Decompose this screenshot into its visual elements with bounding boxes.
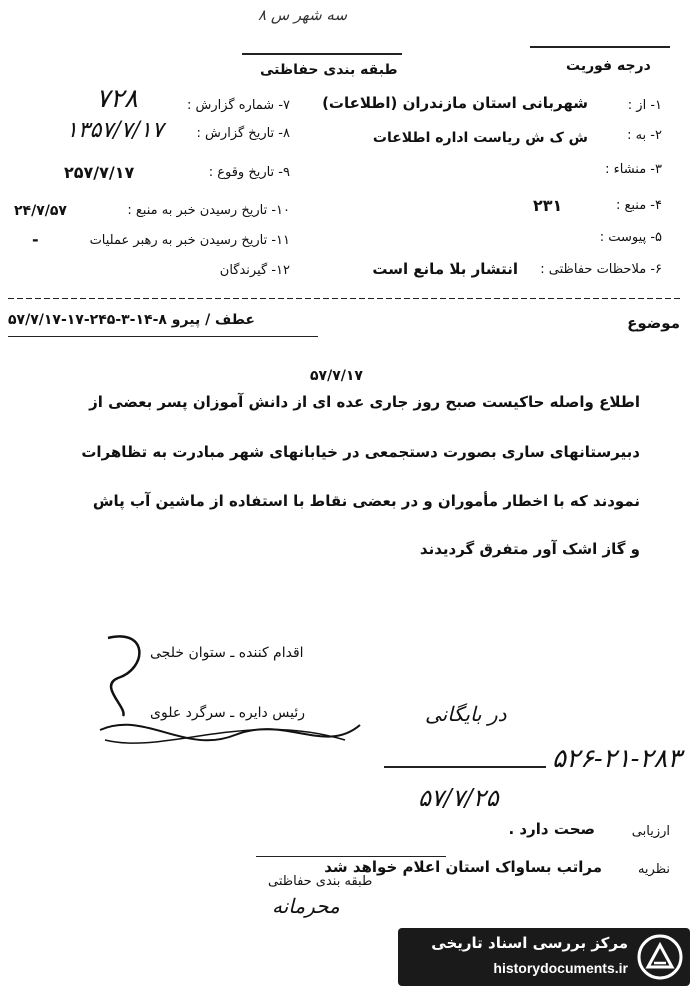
watermark-url: historydocuments.ir xyxy=(493,960,628,976)
report-date-value: ۱۳۵۷/۷/۱۷ xyxy=(66,118,164,143)
urgency-label: درجه فوریت xyxy=(566,58,651,74)
leader-received-date-value: - xyxy=(32,230,39,249)
field-from-label: ۱- از : xyxy=(627,98,662,113)
body-line-4: و گاز اشک آور متفرق گردیدند xyxy=(419,540,640,558)
evaluation-label: ارزیابی xyxy=(631,824,670,839)
body-date: ۵۷/۷/۱۷ xyxy=(310,368,363,384)
top-stamp: سه شهر س ۸ xyxy=(258,6,348,24)
field-label: ۷- شماره گزارش : xyxy=(186,98,290,113)
field-to-value: ش ک ش ریاست اداره اطلاعات xyxy=(372,130,588,146)
field-label: ۸- تاریخ گزارش : xyxy=(196,126,290,141)
footer-rule xyxy=(256,856,446,857)
chief: رئیس دایره ـ سرگرد علوی xyxy=(150,705,305,721)
field-leader-received-date xyxy=(90,233,290,248)
field-source-label: ۴- منبع : xyxy=(615,198,662,213)
field-security-notes-value: انتشار بلا مانع است xyxy=(372,260,518,278)
field-to-label: ۲- به : xyxy=(627,128,662,143)
field-label: ۱۲- گیرندگان xyxy=(219,263,290,278)
classification-label: طبقه بندی حفاظتی xyxy=(260,62,398,78)
header-rule-left xyxy=(242,53,402,55)
field-from-value: شهربانی استان مازندران (اطلاعات) xyxy=(322,94,588,112)
field-source-value: ۲۳۱ xyxy=(533,196,563,215)
field-report-date xyxy=(197,126,290,141)
field-report-number xyxy=(187,98,290,113)
source-received-date-value: ۲۴/۷/۵۷ xyxy=(14,203,67,219)
received-date: ۵۷/۷/۲۵ xyxy=(418,784,499,812)
field-label: ۹- تاریخ وقوع : xyxy=(208,165,290,180)
field-source-received-date xyxy=(127,203,290,218)
field-recipients xyxy=(220,263,290,278)
field-origin-label: ۳- منشاء : xyxy=(605,162,662,177)
field-event-date xyxy=(209,165,290,180)
opinion-value: مراتب بساواک استان اعلام خواهد شد xyxy=(324,858,602,876)
footer-classification-label: طبقه بندی حفاظتی xyxy=(268,874,373,889)
archive-logo-icon xyxy=(636,933,684,981)
action-by: اقدام کننده ـ ستوان خلجی xyxy=(150,645,304,661)
opinion-label: نظریه xyxy=(637,862,670,877)
body-line-3: نمودند که با اخطار مأموران و در بعضی نقاط با استفاده از ماشین آب پاش xyxy=(92,492,640,510)
subject-reference: عطف / پیرو ۸-۱۴-۳-۲۴۵-۱۷-۵۷/۷/۱۷ xyxy=(8,312,255,328)
body-line-1: اطلاع واصله حاکیست صبح روز جاری عده ای از دانش آموزان پسر بعضی از xyxy=(89,393,640,411)
evaluation-value: صحت دارد . xyxy=(508,820,595,838)
report-number-value: ۷۲۸ xyxy=(96,84,138,114)
received-line xyxy=(384,766,546,768)
footer-classification-value: محرمانه xyxy=(272,894,340,918)
field-label: ۱۱- تاریخ رسیدن خبر به رهبر عملیات xyxy=(89,233,290,248)
file-number: ۵۲۶-۲۱-۲۸۳ xyxy=(552,744,682,774)
subject-separator xyxy=(8,298,680,299)
field-label: ۱۰- تاریخ رسیدن خبر به منبع : xyxy=(127,203,290,218)
received-note: در بایگانی xyxy=(425,702,507,726)
subject-underline xyxy=(8,336,318,337)
field-attachment-label: ۵- پیوست : xyxy=(599,230,662,245)
watermark-title: مرکز بررسی اسناد تاریخی xyxy=(431,934,628,952)
event-date-value: ۲۵۷/۷/۱۷ xyxy=(64,163,135,182)
watermark-banner xyxy=(398,928,690,986)
body-line-2: دبیرستانهای ساری بصورت دستجمعی در خیابانهای شهر مبادرت به تظاهرات xyxy=(81,443,640,461)
field-security-notes-label: ۶- ملاحظات حفاظتی : xyxy=(540,262,662,277)
header-rule-right xyxy=(530,46,670,48)
subject-label: موضوع xyxy=(627,314,680,332)
signature-scribble-2 xyxy=(95,700,365,760)
